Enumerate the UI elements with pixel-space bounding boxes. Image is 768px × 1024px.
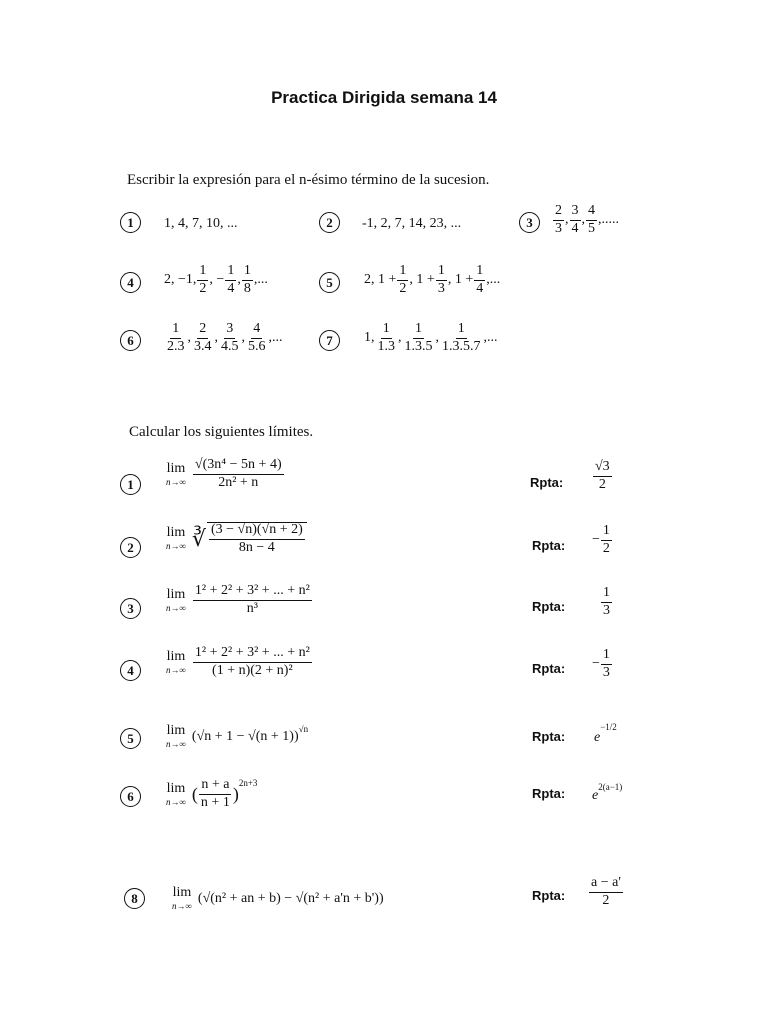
item-number-badge: 8 bbox=[124, 888, 145, 909]
fraction: $\frac{1}{2}$ bbox=[199, 263, 207, 296]
item-number-badge: 2 bbox=[319, 212, 340, 233]
fraction: $\frac{1}{2}$ bbox=[399, 263, 407, 296]
answer-fraction: $\frac{1}{3}$ bbox=[602, 647, 610, 680]
answer-fraction: $\frac{a - a'}{2}$ bbox=[591, 875, 621, 908]
fraction: $\frac{1}{1.3.5.7}$ bbox=[442, 321, 481, 354]
fraction: $\frac{1}{1.3.5}$ bbox=[404, 321, 433, 354]
answer-fraction: $\frac{1}{2}$ bbox=[602, 523, 610, 556]
fraction: $\frac{1}{4}$ bbox=[227, 263, 235, 296]
exponent: 2n+3 bbox=[238, 778, 258, 788]
exponent: −1/2 bbox=[600, 722, 617, 732]
sequence-text: -1, 2, 7, 14, 23, ... bbox=[362, 216, 462, 231]
sequence-text: 1, 4, 7, 10, ... bbox=[164, 216, 238, 231]
fraction: $\frac{1}{1.3}$ bbox=[377, 321, 395, 354]
item-number-badge: 1 bbox=[120, 474, 141, 495]
item-number-badge: 7 bbox=[319, 330, 340, 351]
rpta-label: Rpta: bbox=[532, 661, 566, 676]
rpta-label: Rpta: bbox=[532, 786, 566, 801]
item-number-badge: 5 bbox=[120, 728, 141, 749]
cube-root-symbol: ∛ bbox=[191, 525, 206, 551]
fraction: $\frac{1}{3}$ bbox=[437, 263, 445, 296]
limit-operator: lim n→∞ bbox=[166, 525, 186, 552]
exponent: √n bbox=[298, 724, 309, 734]
limit-operator: lim n→∞ bbox=[166, 586, 186, 613]
item-number-badge: 4 bbox=[120, 272, 141, 293]
limit-operator: lim n→∞ bbox=[166, 723, 186, 749]
limit-operator: lim n→∞ bbox=[166, 648, 186, 675]
fraction: $\frac{\text{1² + 2² + 3² + ... + n²}}{\text{n³}}$ bbox=[194, 583, 310, 616]
item-number-badge: 6 bbox=[120, 786, 141, 807]
item-number-badge: 5 bbox=[319, 272, 340, 293]
item-number-badge: 6 bbox=[120, 330, 141, 351]
rpta-label: Rpta: bbox=[532, 888, 566, 903]
section1-instruction: Escribir la expresión para el n-ésimo término de la sucesion. bbox=[127, 172, 490, 188]
fraction: $\frac{3}{4}$ bbox=[571, 203, 579, 236]
answer-fraction: $\frac{√3}{2}$ bbox=[595, 459, 610, 492]
page-title: Practica Dirigida semana 14 bbox=[271, 88, 497, 107]
section2-instruction: Calcular los siguientes límites. bbox=[129, 424, 314, 440]
item-number-badge: 4 bbox=[120, 660, 141, 681]
item-number-badge: 2 bbox=[120, 537, 141, 558]
fraction: $\frac{2}{3}$ bbox=[555, 203, 562, 236]
fraction: $\frac{2}{3.4}$ bbox=[194, 321, 212, 354]
limit-expression: (√n + 1 − √(n + 1)) bbox=[191, 728, 299, 744]
fraction: $\frac{1}{4}$ bbox=[476, 263, 484, 296]
rpta-label: Rpta: bbox=[532, 729, 566, 744]
fraction: $\frac{1}{2.3}$ bbox=[167, 321, 185, 354]
rpta-label: Rpta: bbox=[532, 599, 566, 614]
answer-fraction: $\frac{1}{3}$ bbox=[603, 585, 610, 618]
fraction: $\frac{\text{√(3n⁴ − 5n + 4)}}{\text{2n² + n}}$ bbox=[194, 457, 282, 490]
item-number-badge: 3 bbox=[519, 212, 540, 233]
fraction: $\frac{4}{5}$ bbox=[588, 203, 595, 236]
item-number-badge: 3 bbox=[120, 598, 141, 619]
rpta-label: Rpta: bbox=[530, 475, 564, 490]
fraction: $\frac{1}{8}$ bbox=[243, 263, 251, 296]
fraction: $\frac{3}{4.5}$ bbox=[221, 321, 239, 354]
fraction: $\frac{\text{1² + 2² + 3² + ... + n²}}{\text{(1 + n)(2 + n)²}}$ bbox=[194, 645, 310, 678]
fraction: $\frac{(3 - √n)(√n + 2)}{8n - 4}$ bbox=[207, 522, 307, 555]
limit-operator: lim n→∞ bbox=[166, 460, 186, 487]
exponent: 2(a−1) bbox=[598, 782, 623, 792]
limit-expression: (√(n² + an + b) − √(n² + a'n + b')) bbox=[197, 890, 384, 906]
rpta-label: Rpta: bbox=[532, 538, 566, 553]
fraction: $\frac{n + a}{n + 1}$ bbox=[200, 777, 230, 810]
item-number-badge: 1 bbox=[120, 212, 141, 233]
limit-operator: lim n→∞ bbox=[172, 885, 192, 911]
fraction: $\frac{4}{5.6}$ bbox=[248, 321, 266, 354]
limit-operator: lim n→∞ bbox=[166, 780, 186, 807]
